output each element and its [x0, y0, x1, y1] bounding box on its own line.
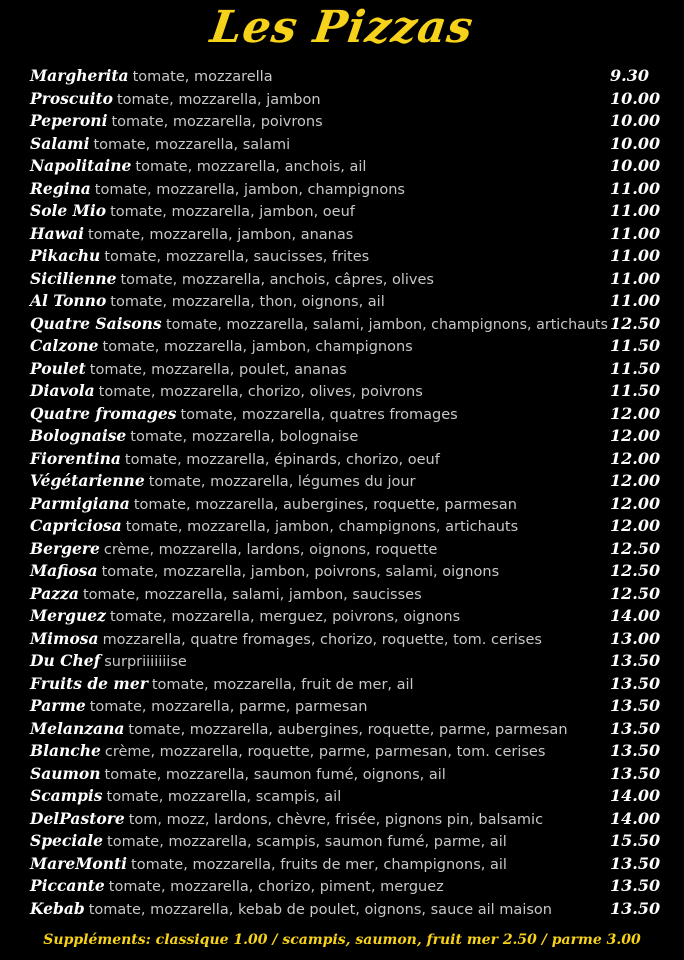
- pizza-ingredients: tomate, mozzarella: [132, 69, 273, 85]
- pizza-price: 10.00: [610, 88, 661, 108]
- pizza-ingredients: tomate, mozzarella, chorizo, piment, merguez: [108, 879, 444, 895]
- pizza-ingredients: tomate, mozzarella, poivrons: [111, 114, 323, 130]
- pizza-ingredients: tomate, mozzarella, fruit de mer, ail: [151, 676, 414, 693]
- pizza-name: Poulet: [30, 358, 86, 378]
- pizza-name: Fiorentina: [30, 448, 121, 468]
- menu-item: [30, 493, 660, 516]
- pizza-name: Melanzana: [30, 718, 125, 738]
- pizza-price: 12.00: [610, 426, 661, 445]
- pizza-price: 11.50: [610, 358, 661, 378]
- pizza-name: Sole Mio: [30, 201, 107, 220]
- menu-item: [30, 403, 660, 426]
- pizza-ingredients: tomate, mozzarella, jambon, ananas: [87, 226, 354, 243]
- pizza-name: Bolognaise: [30, 426, 127, 445]
- menu-item: [30, 583, 660, 606]
- pizza-ingredients: tomate, mozzarella, salami: [93, 136, 291, 153]
- pizza-ingredients: tomate, mozzarella, aubergines, roquette, parmesan: [133, 496, 517, 513]
- pizza-name: Kebab: [30, 898, 85, 918]
- pizza-price: 11.00: [610, 268, 661, 288]
- pizza-ingredients: tom, mozz, lardons, chèvre, frisée, pignons pin, balsamic: [128, 811, 544, 828]
- pizza-ingredients: tomate, mozzarella, parme, parmesan: [89, 699, 368, 715]
- pizza-name: Proscuito: [30, 88, 113, 108]
- menu-item: [30, 178, 660, 201]
- supplements-note: Suppléments: classique 1.00 / scampis, saumon, fruit mer 2.50 / parme 3.00: [43, 932, 641, 948]
- menu-item: [30, 830, 660, 853]
- pizza-ingredients: tomate, mozzarella, saumon fumé, oignons, ail: [104, 766, 446, 783]
- pizza-price: 9.30: [610, 66, 649, 85]
- pizza-ingredients: crème, mozzarella, roquette, parme, parmesan, tom. cerises: [104, 744, 546, 760]
- menu-item: [30, 650, 660, 673]
- pizza-name: Regina: [30, 178, 91, 198]
- menu-item: [30, 448, 660, 471]
- pizza-price: 12.50: [610, 583, 661, 603]
- menu-item: [30, 695, 660, 718]
- menu-item: [30, 718, 660, 741]
- pizza-name: Fruits de mer: [30, 673, 148, 693]
- menu-item: [30, 740, 660, 763]
- menu-item: [30, 268, 660, 291]
- pizza-name: Merguez: [30, 606, 106, 625]
- pizza-ingredients: tomate, mozzarella, aubergines, roquette, parme, parmesan: [128, 721, 568, 738]
- pizza-name: DelPastore: [30, 808, 125, 828]
- menu-item: [30, 763, 660, 786]
- menu-item: [30, 223, 660, 246]
- pizza-price: 13.50: [610, 673, 661, 693]
- pizza-ingredients: tomate, mozzarella, thon, oignons, ail: [110, 294, 385, 310]
- menu-item: [30, 358, 660, 381]
- pizza-ingredients: tomate, mozzarella, kebab de poulet, oignons, sauce ail maison: [88, 901, 552, 918]
- pizza-ingredients: mozzarella, quatre fromages, chorizo, roquette, tom. cerises: [102, 631, 542, 648]
- menu-item: [30, 313, 660, 336]
- pizza-ingredients: tomate, mozzarella, salami, jambon, saucisses: [82, 586, 422, 603]
- pizza-ingredients: tomate, mozzarella, anchois, ail: [135, 159, 367, 175]
- pizza-name: Quatre fromages: [30, 403, 177, 423]
- menu-item: [30, 538, 660, 561]
- pizza-price: 12.00: [610, 471, 661, 490]
- pizza-name: Bergere: [30, 538, 100, 558]
- pizza-name: Capriciosa: [30, 516, 122, 535]
- pizza-ingredients: tomate, mozzarella, chorizo, olives, poivrons: [98, 384, 423, 400]
- menu-item: [30, 110, 660, 133]
- menu-item: [30, 290, 660, 313]
- menu-item: [30, 898, 660, 921]
- menu-item: [30, 628, 660, 651]
- pizza-name: Scampis: [30, 786, 103, 805]
- pizza-price: 13.50: [610, 718, 661, 738]
- pizza-name: MareMonti: [30, 853, 128, 873]
- pizza-ingredients: tomate, mozzarella, jambon: [116, 91, 321, 108]
- pizza-price: 12.00: [610, 493, 661, 513]
- pizza-name: Blanche: [30, 741, 101, 760]
- pizza-name: Mimosa: [30, 628, 99, 648]
- pizza-price: 12.50: [610, 538, 661, 558]
- pizza-name: Parmigiana: [30, 493, 130, 513]
- pizza-price: 13.50: [610, 696, 661, 715]
- pizza-ingredients: tomate, mozzarella, anchois, câpres, olives: [120, 271, 434, 288]
- menu-item: [30, 245, 660, 268]
- pizza-price: 11.00: [610, 291, 661, 310]
- pizza-price: 10.00: [610, 111, 661, 130]
- pizza-name: Sicilienne: [30, 268, 117, 288]
- pizza-price: 11.50: [610, 336, 661, 355]
- pizza-price: 14.00: [610, 786, 661, 805]
- pizza-name: Mafiosa: [30, 561, 98, 580]
- pizza-ingredients: tomate, mozzarella, saucisses, frites: [104, 249, 370, 265]
- menu-item: [30, 425, 660, 448]
- menu-item: [30, 515, 660, 538]
- pizza-name: Parme: [30, 696, 86, 715]
- pizza-name: Piccante: [30, 876, 105, 895]
- menu-item: [30, 785, 660, 808]
- pizza-name: Hawai: [30, 223, 84, 243]
- pizza-ingredients: tomate, mozzarella, jambon, oeuf: [110, 204, 355, 220]
- pizza-price: 13.50: [610, 898, 661, 918]
- pizza-ingredients: tomate, mozzarella, scampis, ail: [106, 789, 342, 805]
- pizza-name: Speciale: [30, 831, 104, 850]
- pizza-ingredients: crème, mozzarella, lardons, oignons, roquette: [103, 541, 438, 558]
- pizza-name: Napolitaine: [30, 156, 132, 175]
- pizza-name: Saumon: [30, 763, 101, 783]
- pizza-ingredients: tomate, mozzarella, fruits de mer, champignons, ail: [131, 856, 507, 873]
- pizza-ingredients: tomate, mozzarella, jambon, champignons: [94, 181, 405, 198]
- pizza-name: Calzone: [30, 336, 99, 355]
- pizza-name: Al Tonno: [30, 291, 107, 310]
- pizza-price: 13.50: [610, 651, 661, 670]
- pizza-price: 13.50: [610, 853, 661, 873]
- pizza-name: Pazza: [30, 583, 79, 603]
- menu-item: [30, 133, 660, 156]
- pizza-ingredients: tomate, mozzarella, légumes du jour: [148, 474, 416, 490]
- pizza-price: 11.00: [610, 201, 661, 220]
- pizza-price: 12.00: [610, 516, 661, 535]
- pizza-name: Margherita: [30, 66, 129, 85]
- menu-item: [30, 200, 660, 223]
- menu-item: [30, 605, 660, 628]
- pizza-price: 12.00: [610, 448, 661, 468]
- pizza-ingredients: tomate, mozzarella, poulet, ananas: [89, 361, 347, 378]
- pizza-ingredients: tomate, mozzarella, scampis, saumon fumé, parme, ail: [107, 834, 507, 850]
- pizza-name: Quatre Saisons: [30, 313, 162, 333]
- pizza-ingredients: tomate, mozzarella, merguez, poivrons, oignons: [109, 609, 461, 625]
- menu-item: [30, 673, 660, 696]
- menu-item: [30, 88, 660, 111]
- pizza-name: Du Chef: [30, 651, 101, 670]
- pizza-price: 11.50: [610, 381, 661, 400]
- pizza-name: Pikachu: [30, 246, 101, 265]
- pizza-menu-list: [30, 65, 660, 920]
- pizza-ingredients: tomate, mozzarella, quatres fromages: [180, 406, 458, 423]
- page-title: Les Pizzas: [207, 2, 477, 53]
- pizza-price: 14.00: [610, 606, 661, 625]
- pizza-price: 10.00: [610, 133, 661, 153]
- pizza-price: 13.00: [610, 628, 661, 648]
- pizza-name: Végétarienne: [30, 471, 145, 490]
- pizza-price: 11.00: [610, 223, 661, 243]
- pizza-price: 13.50: [610, 876, 661, 895]
- pizza-ingredients: tomate, mozzarella, jambon, poivrons, salami, oignons: [101, 564, 500, 580]
- pizza-name: Diavola: [30, 381, 95, 400]
- menu-item: [30, 155, 660, 178]
- menu-item: [30, 470, 660, 493]
- pizza-ingredients: surpriiiiiiise: [104, 654, 187, 670]
- menu-item: [30, 380, 660, 403]
- menu-item: [30, 560, 660, 583]
- pizza-ingredients: tomate, mozzarella, épinards, chorizo, oeuf: [124, 451, 440, 468]
- pizza-ingredients: tomate, mozzarella, salami, jambon, champignons, artichauts: [165, 316, 608, 333]
- pizza-price: 13.50: [610, 763, 661, 783]
- menu-item: [30, 875, 660, 898]
- pizza-price: 15.50: [610, 831, 661, 850]
- menu-item: [30, 335, 660, 358]
- pizza-price: 12.50: [610, 313, 661, 333]
- pizza-price: 13.50: [610, 741, 661, 760]
- menu-item: [30, 65, 660, 88]
- pizza-ingredients: tomate, mozzarella, jambon, champignons, artichauts: [125, 519, 519, 535]
- pizza-price: 10.00: [610, 156, 661, 175]
- pizza-price: 14.00: [610, 808, 661, 828]
- pizza-name: Peperoni: [30, 111, 108, 130]
- menu-item: [30, 853, 660, 876]
- pizza-ingredients: tomate, mozzarella, bolognaise: [130, 429, 359, 445]
- pizza-price: 11.00: [610, 246, 661, 265]
- pizza-ingredients: tomate, mozzarella, jambon, champignons: [102, 339, 413, 355]
- pizza-name: Salami: [30, 133, 90, 153]
- menu-item: [30, 808, 660, 831]
- pizza-price: 12.50: [610, 561, 661, 580]
- pizza-price: 11.00: [610, 178, 661, 198]
- pizza-price: 12.00: [610, 403, 661, 423]
